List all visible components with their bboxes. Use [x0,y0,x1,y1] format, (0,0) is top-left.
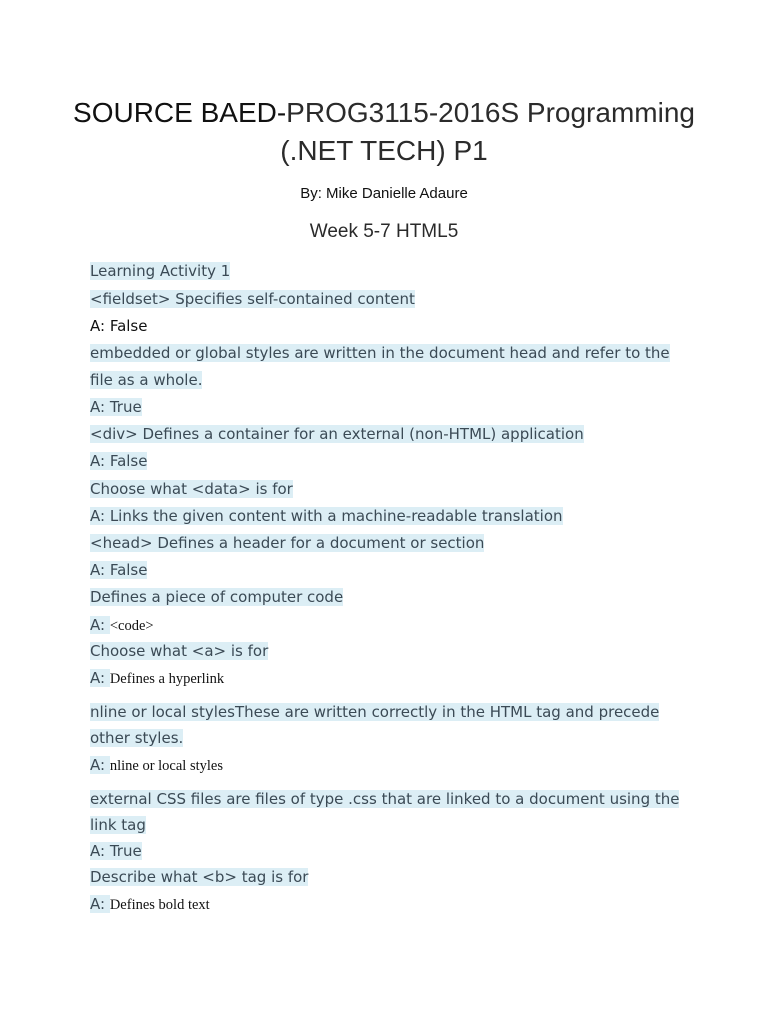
answer-8-value: nline or local styles [109,758,223,774]
answer-1: A: False [90,317,148,335]
answer-3: A: False [90,452,148,470]
answer-2: A: True [90,398,142,416]
question-2-line-1: embedded or global styles are written in the document head and refer to the [90,344,670,362]
answer-10-value: Defines bold text [109,897,210,913]
answer-7-value: Defines a hyperlink [109,671,225,687]
answer-6-value: <code> [109,618,154,634]
week-heading: Week 5-7 HTML5 [309,221,459,242]
question-5: <head> Defines a header for a document or section [90,534,485,552]
question-9-line-2: link tag [90,816,146,834]
answer-9: A: True [90,842,142,860]
question-7: Choose what <a> is for [90,642,269,660]
question-3: <div> Defines a container for an external (non-HTML) application [90,425,584,443]
answer-8: A: nline or local styles [90,756,223,774]
answer-10: A: Defines bold text [90,895,210,913]
answer-5: A: False [90,561,148,579]
question-2-line-2: file as a whole. [90,371,203,389]
question-6: Defines a piece of computer code [90,588,344,606]
question-8-line-1: nline or local stylesThese are written correctly in the HTML tag and precede [90,703,660,721]
question-9-line-1: external CSS files are files of type .css that are linked to a document using the [90,790,680,808]
answer-7: A: Defines a hyperlink [90,669,225,687]
answer-4: A: Links the given content with a machine-readable translation [90,507,563,525]
title-part-1: SOURCE BAED- [73,97,287,128]
title-part-2: PROG3115-2016S Programming [286,97,695,128]
activity-heading: Learning Activity 1 [90,262,231,280]
answer-6: A: <code> [90,616,154,634]
question-10: Describe what <b> tag is for [90,868,309,886]
title-line-2: (.NET TECH) P1 [280,135,488,166]
document-title [60,94,708,170]
question-4: Choose what <data> is for [90,480,293,498]
question-1: <fieldset> Specifies self-contained content [90,290,415,308]
question-8-line-2: other styles. [90,729,184,747]
author-byline: By: Mike Danielle Adaure [300,185,468,202]
